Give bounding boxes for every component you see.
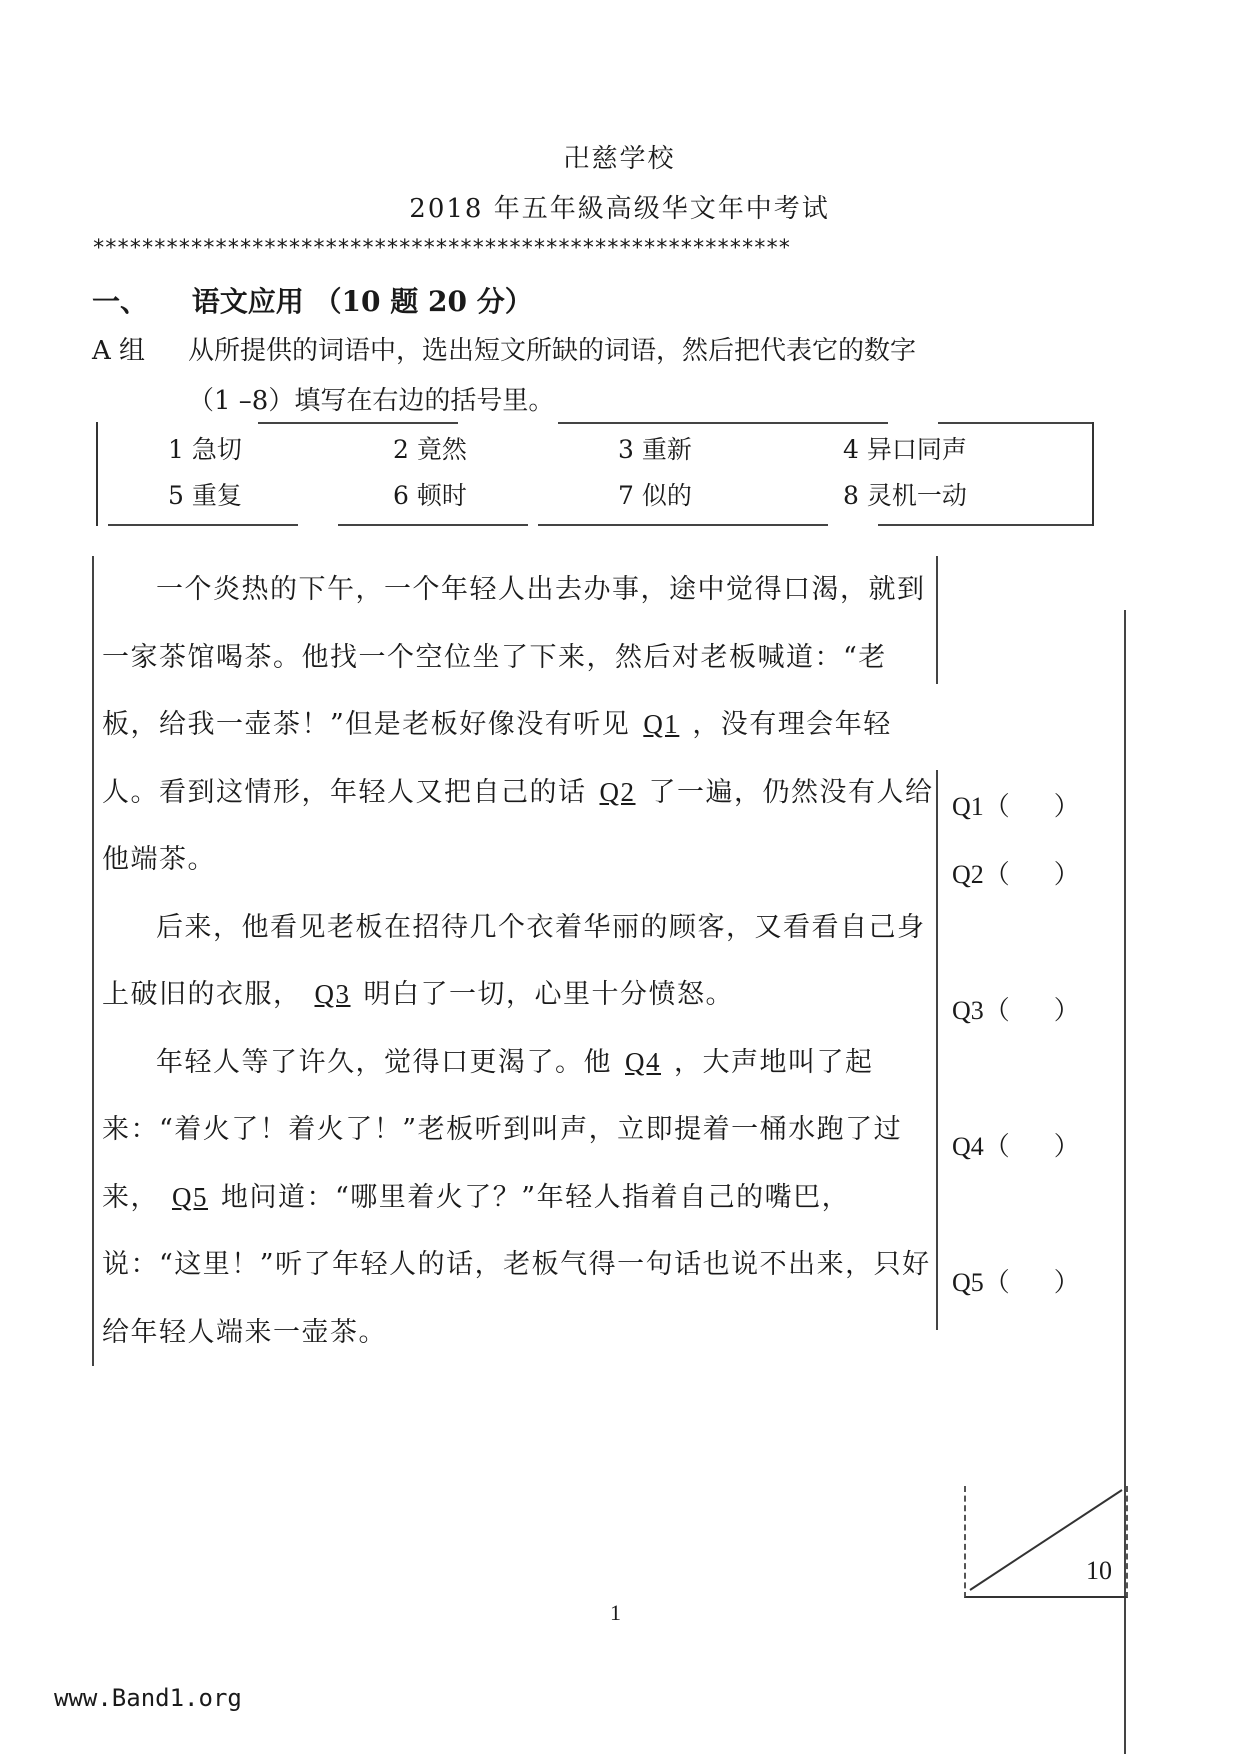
answer-q5[interactable] [952,1262,1092,1299]
word-bank [168,430,1068,522]
section-points: （10 题 20 分） [313,285,533,318]
passage [92,556,942,1366]
passage-paragraph-3 [102,1029,942,1367]
answer-paren: ） [1053,792,1080,821]
answer-paren: （ [983,792,1010,821]
answer-q1[interactable] [952,786,1092,823]
school-name: 卍慈学校 [563,144,676,174]
word-option: 8 灵机一动 [843,481,967,510]
answer-paren: （ [983,860,1010,889]
instruction-line-1: 从所提供的词语中，选出短文所缺的词语，然后把代表它的数字 [188,336,917,366]
passage-text: 了一遍，仍然没有人给他端茶。 [102,776,934,875]
answer-q2[interactable] [952,854,1092,891]
blank-q4: Q4 [625,1046,661,1077]
word-option: 1 急切 [168,435,242,464]
passage-text: 后来，他看见老板在招待几个衣着华丽的顾客，又看看自己身上破旧的衣服， [102,911,926,1010]
section-title: 语文应用 [191,285,304,318]
word-option: 7 似的 [618,481,692,510]
score-box [964,1486,1128,1598]
passage-text: 明白了一切，心里十分愤怒。 [363,979,734,1010]
answer-label: Q2 [952,860,984,889]
passage-paragraph-1 [102,556,942,894]
blank-q5: Q5 [172,1181,208,1212]
answer-q3[interactable] [952,990,1092,1027]
answer-paren: ） [1053,860,1080,889]
word-bank-box [96,422,1094,526]
blank-q1: Q1 [643,709,680,739]
answer-paren: ） [1053,1268,1080,1297]
word-option: 2 竟然 [393,435,467,464]
page-number: 1 [610,1600,621,1625]
word-option: 6 顿时 [393,481,467,510]
blank-q3: Q3 [314,979,351,1009]
passage-text: ，大声地叫了起来：“着火了！着火了！”老板听到叫声，立即提着一桶水跑了过来， [102,1046,903,1213]
passage-paragraph-2 [102,894,942,1029]
star-divider: ********************************************************* [92,236,790,261]
passage-text: 一个炎热的下午，一个年轻人出去办事，途中觉得口渴，就到一家茶馆喝茶。他找一个空位坐了下来，然后对老板喊道：“老板，给我一壶茶！”但是老板好像没有听见 [102,574,926,740]
word-option: 4 异口同声 [843,435,967,464]
answer-label: Q4 [952,1132,984,1161]
answer-paren: （ [983,1132,1010,1161]
answer-paren: ） [1053,996,1080,1025]
passage-text: 地问道：“哪里着火了？”年轻人指着自己的嘴巴，说：“这里！”听了年轻人的话，老板气得一句话也说不出来，只好给年轻人端来一壶茶。 [102,1181,931,1348]
section-heading [92,280,533,320]
blank-q2: Q2 [599,776,636,807]
answer-label: Q3 [952,996,984,1025]
section-number: 一、 [92,285,149,318]
instruction-line-2: （1 –8）填写在右边的括号里。 [188,386,555,416]
word-option: 3 重新 [618,435,692,464]
passage-text: 年轻人等了许久，觉得口更渴了。他 [156,1046,612,1078]
passage-text: ，没有理会年轻人。看到这情形，年轻人又把自己的话 [102,709,892,808]
instruction [92,326,1122,426]
footer-url: www.Band1.org [54,1684,242,1712]
exam-title: 2018 年五年級高级华文年中考试 [409,194,830,224]
word-option: 5 重复 [168,481,242,510]
answer-label: Q1 [952,792,984,821]
answer-paren: （ [983,996,1010,1025]
answer-q4[interactable] [952,1126,1092,1163]
group-label: A 组 [92,336,146,366]
score-value: 10 [1086,1556,1112,1585]
answer-label: Q5 [952,1268,984,1297]
answer-paren: ） [1053,1132,1080,1161]
answer-paren: （ [983,1268,1010,1297]
